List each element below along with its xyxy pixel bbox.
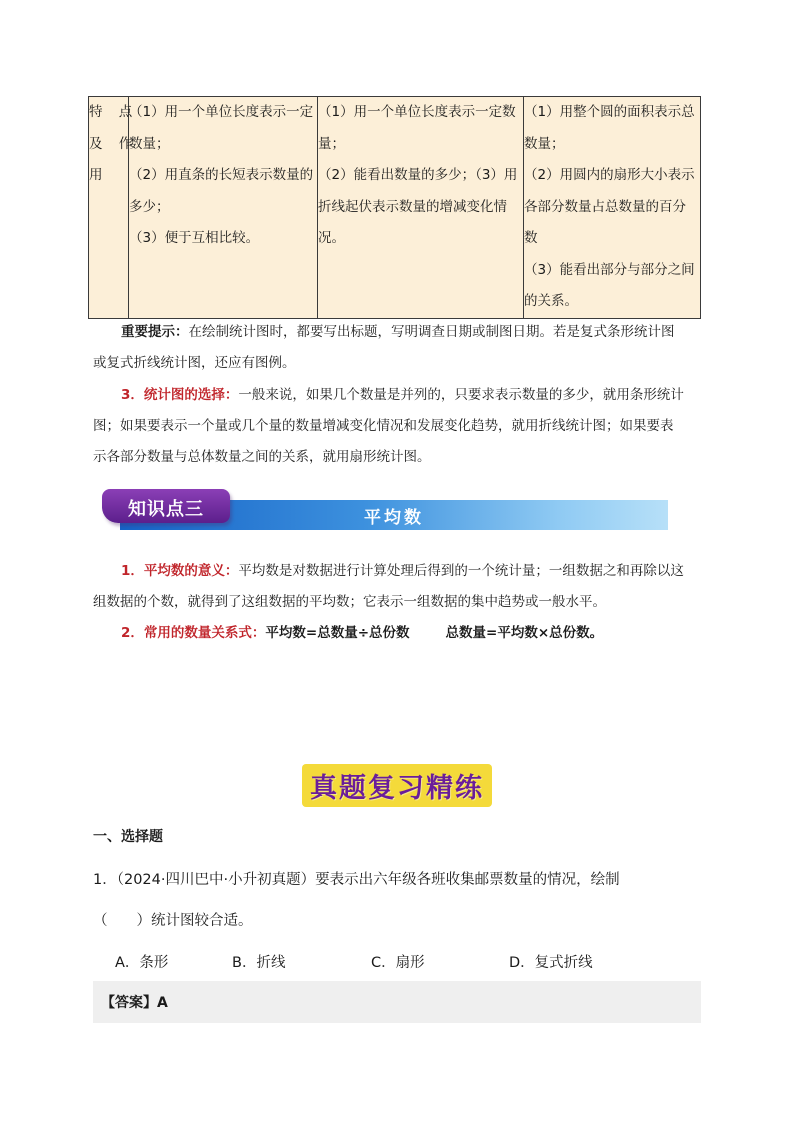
section-heading: 一、选择题 bbox=[93, 829, 163, 845]
banner-tab bbox=[102, 489, 230, 523]
option-b: B．折线 bbox=[232, 955, 286, 971]
row-header-cell: 特 点 及 作 用 bbox=[89, 97, 129, 319]
chart-comparison-table bbox=[88, 96, 701, 319]
option-d: D．复式折线 bbox=[509, 955, 593, 971]
review-title: 真题复习精练 bbox=[0, 764, 794, 807]
question-stem-line1: 1．（2024·四川巴中·小升初真题）要表示出六年级各班收集邮票数量的情况，绘制 bbox=[93, 872, 620, 888]
bar-chart-features-cell: （1）用一个单位长度表示一定 数量； （2）用直条的长短表示数量的 多少； （3）便于互相比较。 bbox=[129, 97, 318, 319]
option-a: A．条形 bbox=[115, 955, 169, 971]
chart-selection-paragraph: 3．统计图的选择：一般来说，如果几个数量是并列的，只要求表示数量的多少，就用条形统计 图；如果要表示一个量或几个量的数量增减变化情况和发展变化趋势，就用折线统计图；如果要表 示各部分数量与总体数量之间的关系，就用扇形统计图。 bbox=[93, 387, 684, 465]
option-c: C．扇形 bbox=[371, 955, 425, 971]
line-chart-features-cell: （1）用一个单位长度表示一定数 量； （2）能看出数量的多少；（3）用 折线起伏表示数量的增减变化情 况。 bbox=[318, 97, 524, 319]
average-formula-line: 2．常用的数量关系式：平均数=总数量÷总份数 总数量=平均数×总份数。 bbox=[121, 625, 604, 641]
pie-chart-features-cell: （1）用整个圆的面积表示总 数量； （2）用圆内的扇形大小表示 各部分数量占总数量的百分 数 （3）能看出部分与部分之间 的关系。 bbox=[524, 97, 701, 319]
average-meaning-paragraph: 1．平均数的意义：平均数是对数据进行计算处理后得到的一个统计量；一组数据之和再除以这 组数据的个数，就得到了这组数据的平均数；它表示一组数据的集中趋势或一般水平。 bbox=[93, 563, 684, 610]
banner-title: 平均数 bbox=[364, 508, 424, 528]
answer-text: 【答案】A bbox=[101, 995, 168, 1011]
table-row bbox=[89, 97, 701, 319]
answer-box bbox=[93, 981, 701, 1023]
important-hint: 重要提示：在绘制统计图时，都要写出标题，写明调查日期或制图日期。若是复式条形统计图 或复式折线统计图，还应有图例。 bbox=[93, 324, 675, 371]
question-stem-line2: （ ）统计图较合适。 bbox=[93, 913, 253, 929]
banner-tab-label: 知识点三 bbox=[128, 499, 204, 520]
